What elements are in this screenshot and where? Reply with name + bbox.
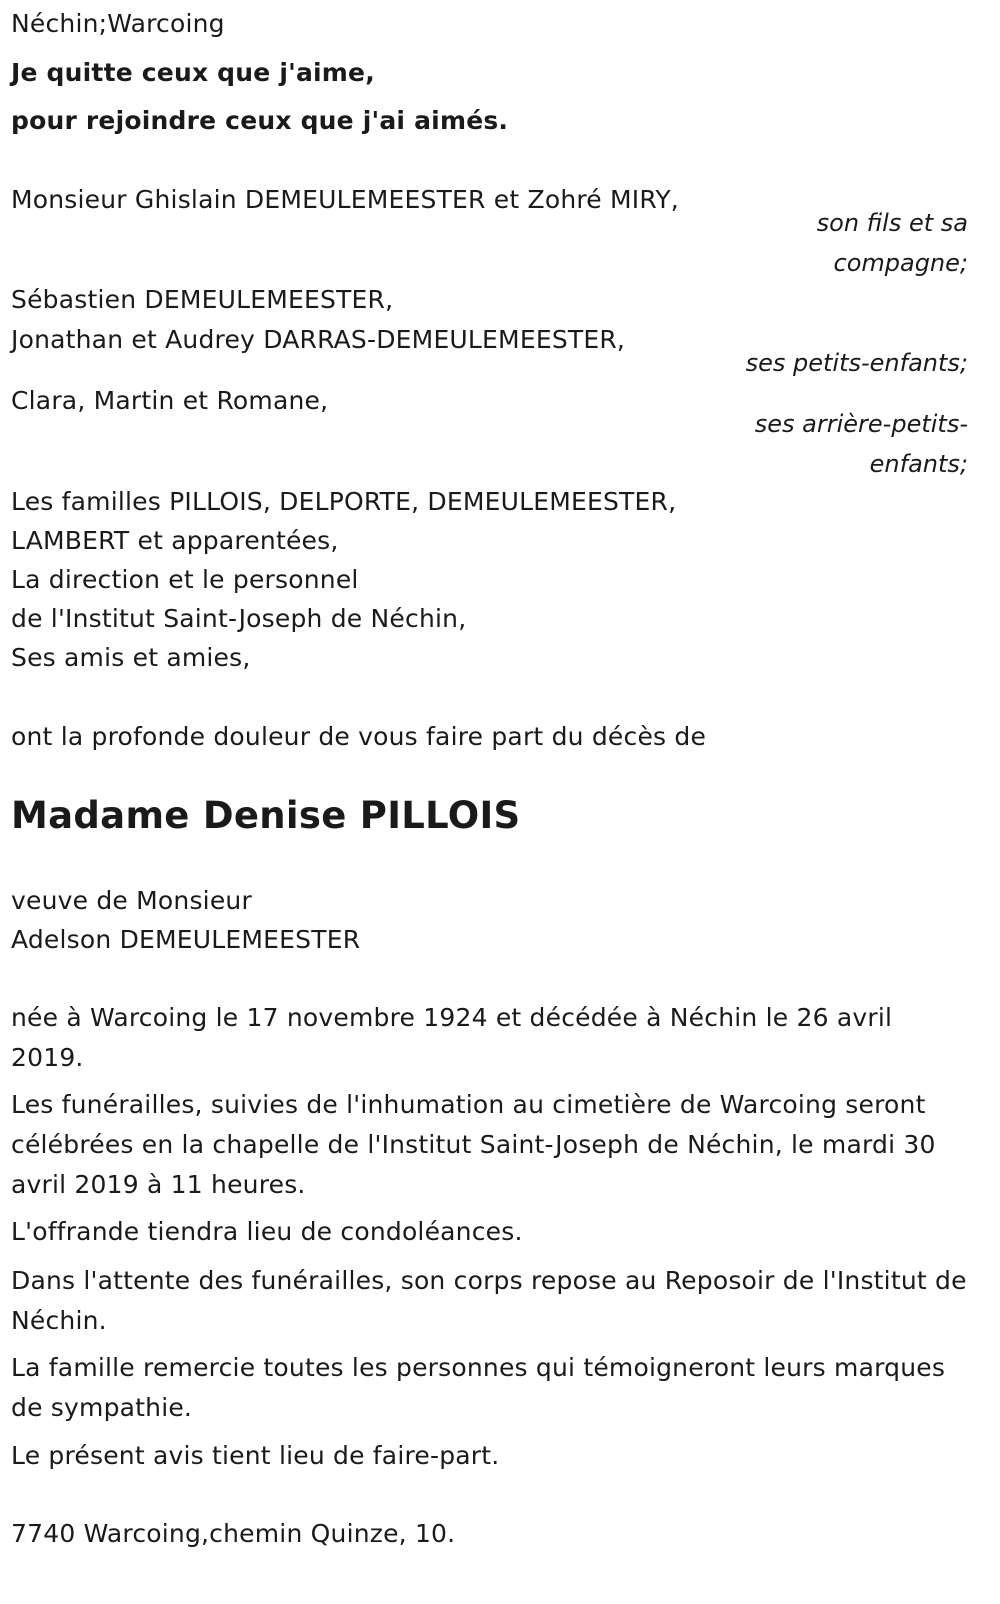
great-grandchildren-relation: ses arrière-petits-enfants; xyxy=(754,410,968,478)
birth-death-dates: née à Warcoing le 17 novembre 1924 et décédée à Néchin le 26 avril 2019. xyxy=(11,1003,893,1072)
notice-note: Le présent avis tient lieu de faire-part. xyxy=(11,1441,500,1470)
other-mourners-4: de l'Institut Saint-Joseph de Néchin, xyxy=(11,604,467,633)
other-mourners-5: Ses amis et amies, xyxy=(11,643,251,672)
other-mourners-3: La direction et le personnel xyxy=(11,565,359,594)
widow-line-1: veuve de Monsieur xyxy=(11,886,252,915)
repose-info: Dans l'attente des funérailles, son corps repose au Reposoir de l'Institut de Néchin. xyxy=(11,1266,967,1335)
grandchildren-relation: ses petits-enfants; xyxy=(745,349,968,377)
other-mourners-1: Les familles PILLOIS, DELPORTE, DEMEULEMEESTER, xyxy=(11,487,677,516)
other-mourners-2: LAMBERT et apparentées, xyxy=(11,526,339,555)
funeral-info: Les funérailles, suivies de l'inhumation au cimetière de Warcoing seront célébrées en la chapelle de l'Institut Saint-Joseph de Néchin, le mardi 30 avril 2019 à 11 heures. xyxy=(11,1090,936,1199)
quote-line-1: Je quitte ceux que j'aime, xyxy=(11,58,375,87)
location-header: Néchin;Warcoing xyxy=(11,9,225,38)
grandchild-2: Jonathan et Audrey DARRAS-DEMEULEMEESTER, xyxy=(11,325,626,354)
address: 7740 Warcoing,chemin Quinze, 10. xyxy=(11,1519,456,1548)
great-grandchildren: Clara, Martin et Romane, xyxy=(11,386,329,415)
widow-line-2: Adelson DEMEULEMEESTER xyxy=(11,925,361,954)
deceased-name: Madame Denise PILLOIS xyxy=(11,794,521,837)
thanks-note: La famille remercie toutes les personnes qui témoigneront leurs marques de sympathie. xyxy=(11,1353,946,1422)
offering-note: L'offrande tiendra lieu de condoléances. xyxy=(11,1217,523,1246)
son-relation: son fils et sa compagne; xyxy=(816,209,968,277)
announcement-intro: ont la profonde douleur de vous faire part du décès de xyxy=(11,722,707,751)
son-name: Monsieur Ghislain DEMEULEMEESTER et Zohré MIRY, xyxy=(11,185,679,214)
quote-line-2: pour rejoindre ceux que j'ai aimés. xyxy=(11,106,509,135)
grandchild-1: Sébastien DEMEULEMEESTER, xyxy=(11,285,394,314)
